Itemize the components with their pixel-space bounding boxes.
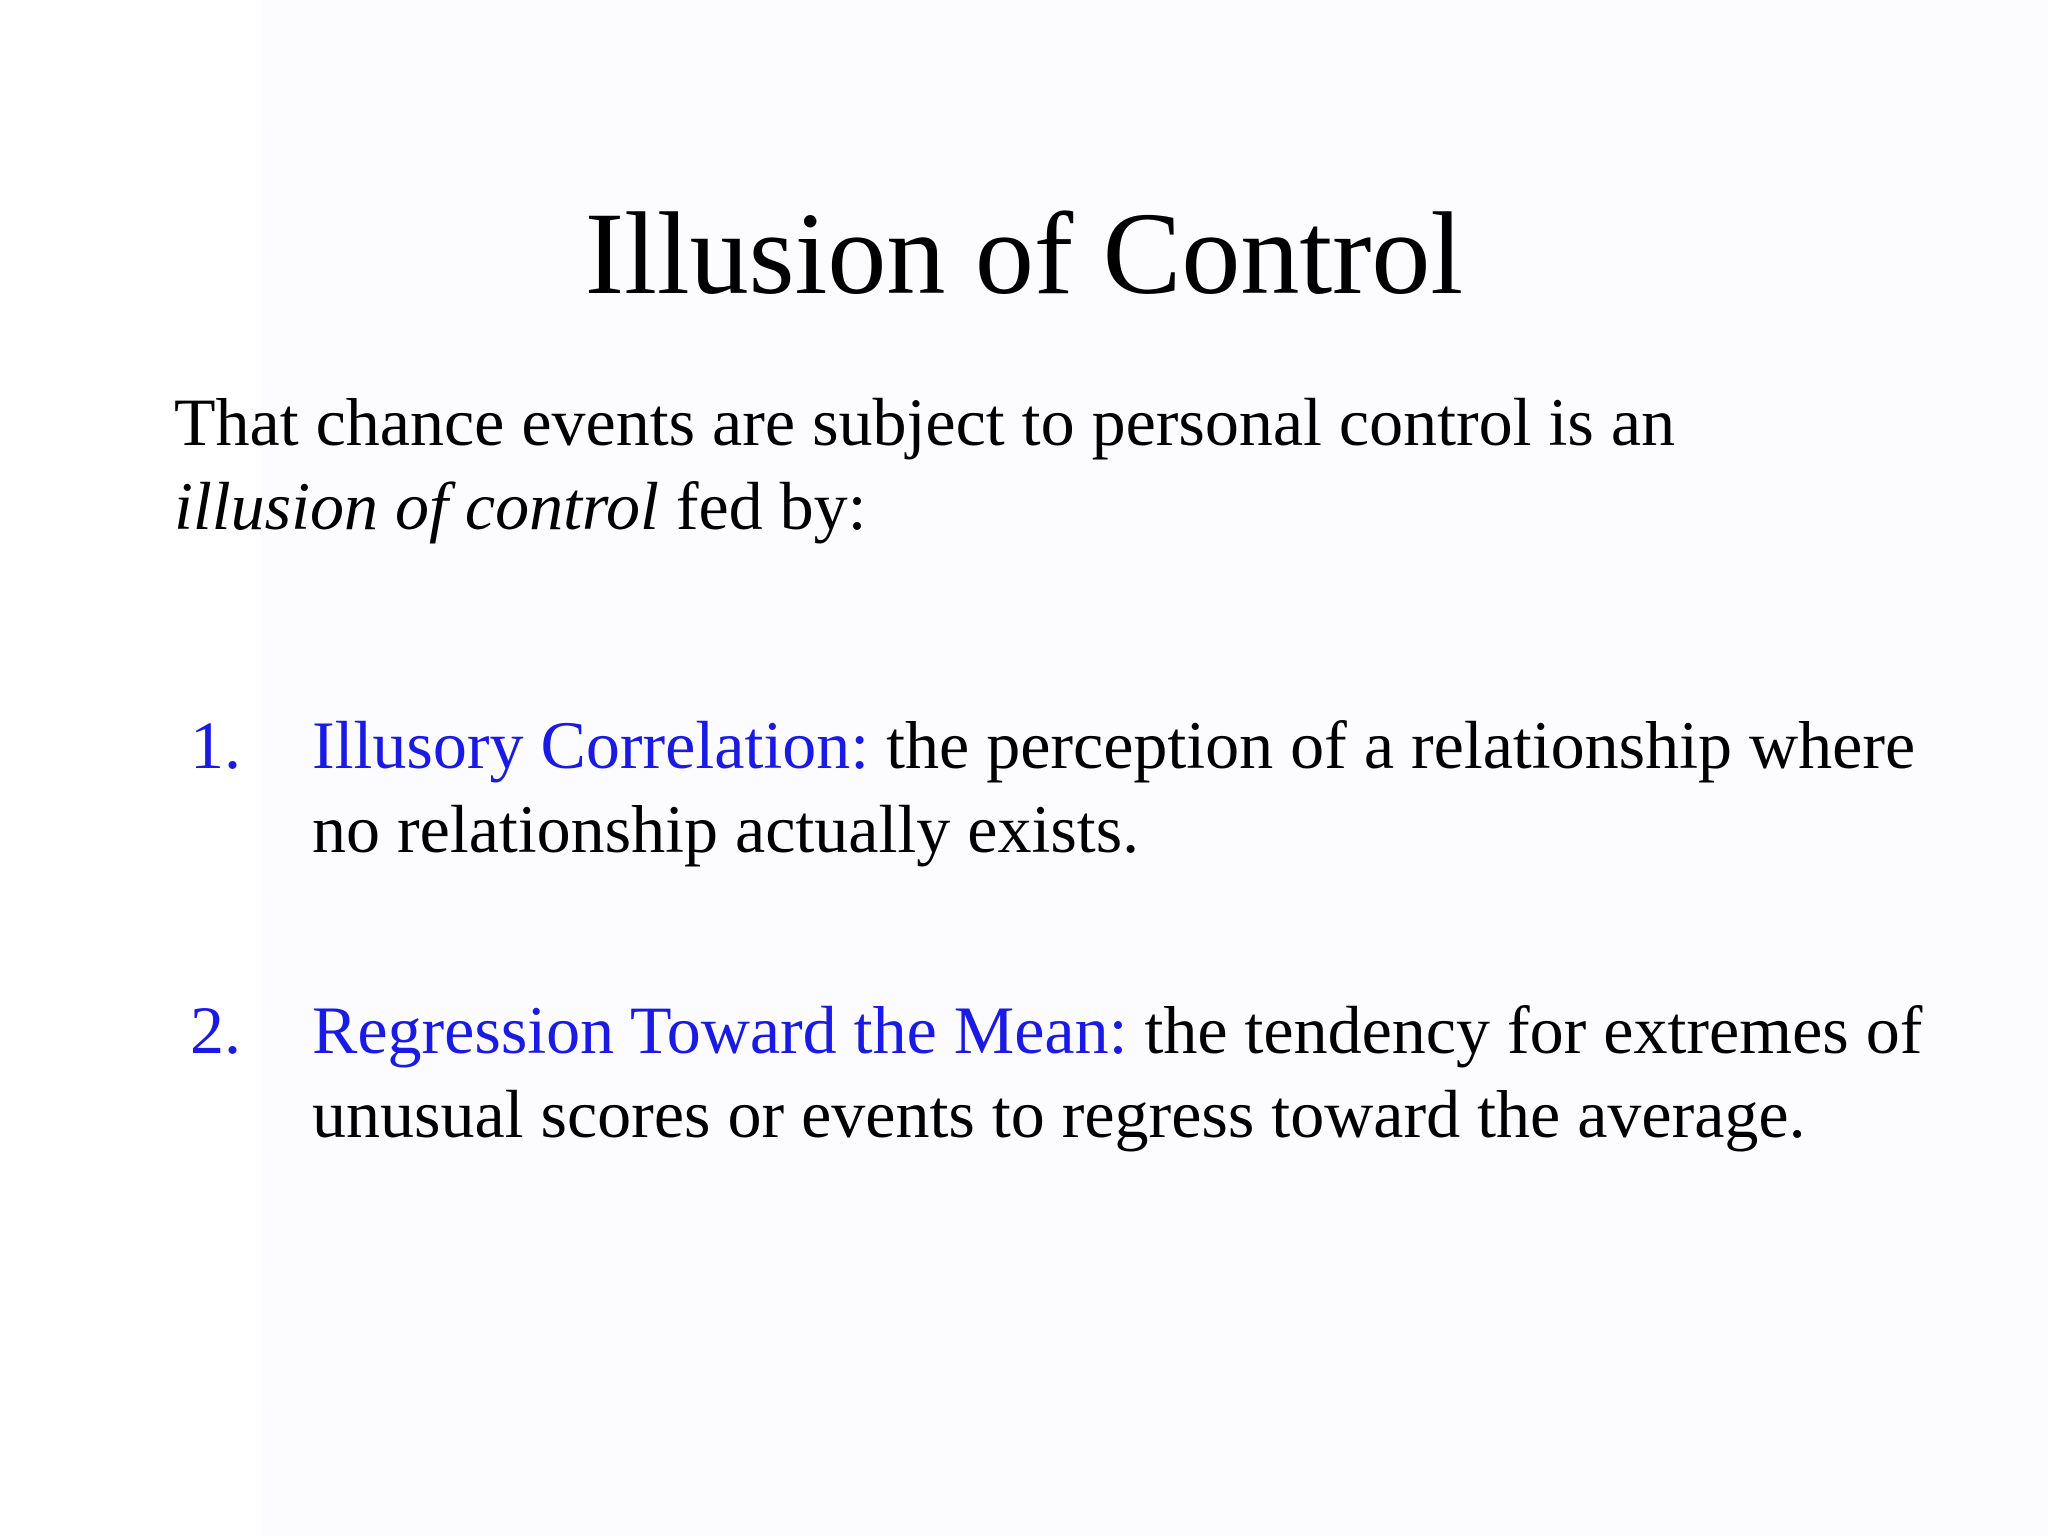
list-item-definition: the tendency for extremes of unusual scores or events to regress toward the average. (312, 992, 1923, 1152)
list-item-body (312, 988, 1952, 1156)
list-item-body (312, 703, 1952, 871)
intro-lead-text: That chance events are subject to personal control is an (174, 384, 1676, 460)
list-item-term: Illusory Correlation: (312, 707, 870, 783)
list-item-definition: the perception of a relationship where no relationship actually exists. (312, 707, 1916, 867)
intro-emphasis-text: illusion of control (174, 468, 659, 544)
list-item-number: 1. (190, 707, 241, 783)
list-item-number: 2. (190, 992, 241, 1068)
intro-tail-text: fed by: (675, 468, 867, 544)
intro-paragraph (174, 380, 1914, 548)
slide-title: Illusion of Control (584, 188, 1464, 320)
list-item-term: Regression Toward the Mean: (312, 992, 1128, 1068)
